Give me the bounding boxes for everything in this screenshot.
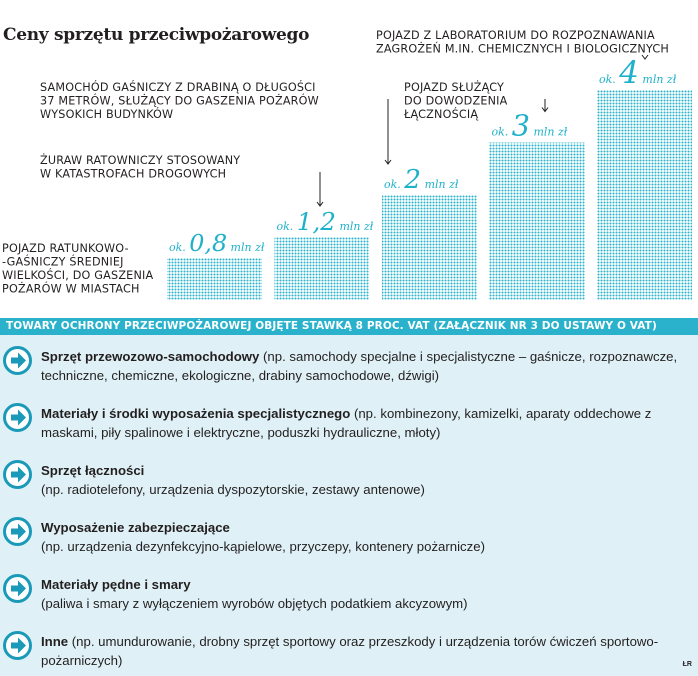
bar bbox=[490, 143, 585, 301]
item-heading: Wyposażenie zabezpieczające bbox=[41, 520, 230, 535]
chart-title: Ceny sprzętu przeciwpożarowego bbox=[3, 25, 310, 45]
item-heading: Materiały i środki wyposażenia specjalistycznego bbox=[41, 406, 351, 421]
list-item-text bbox=[41, 575, 681, 613]
arrow-right-circle-icon bbox=[3, 346, 32, 375]
author-credit: ŁR bbox=[682, 661, 692, 668]
vat-banner: TOWARY OCHRONY PRZECIWPOŻAROWEJ OBJĘTE STAWKĄ 8 PROC. VAT (ZAŁĄCZNIK NR 3 DO USTAWY O VAT) bbox=[0, 318, 698, 335]
category-label: POJAZD RATUNKOWO--GAŚNICZY ŚREDNIEJ WIELKOŚCI, DO GASZENIA POŻARÓW W MIASTACH bbox=[2, 242, 154, 296]
item-description: (paliwa i smary z wyłączeniem wyrobów objętych podatkiem akcyzowym) bbox=[41, 596, 468, 611]
item-heading: Materiały pędne i smary bbox=[41, 577, 191, 592]
list-item-text bbox=[41, 347, 681, 385]
arrow-right-circle-icon bbox=[3, 460, 32, 489]
data-label: ok. 1,2 mln zł bbox=[276, 207, 374, 236]
bar-chart bbox=[0, 0, 698, 318]
item-heading: Sprzęt łączności bbox=[41, 463, 145, 478]
goods-list-panel bbox=[0, 335, 698, 676]
item-heading: Sprzęt przewozowo-samochodowy bbox=[41, 349, 260, 364]
item-description: (np. umundurowanie, drobny sprzęt sportowy oraz przeszkody i urządzenia torów ćwiczeń sportowo-pożarniczych) bbox=[41, 634, 659, 668]
data-label: ok. 0,8 mln zł bbox=[169, 229, 265, 257]
item-description: (np. urządzenia dezynfekcyjno-kąpielowe, przyczepy, kontenery pożarnicze) bbox=[41, 539, 485, 554]
list-item-text bbox=[41, 404, 681, 442]
bar bbox=[597, 90, 692, 300]
bar bbox=[382, 195, 477, 300]
category-label: SAMOCHÓD GAŚNICZY Z DRABINĄ O DŁUGOŚCI 37 METRÓW, SŁUŻĄCY DO GASZENIA POŻARÓW WYSOKICH BUDYNKÓW bbox=[40, 81, 319, 121]
data-label: ok. 3 mln zł bbox=[491, 108, 568, 143]
arrow-right-circle-icon bbox=[3, 631, 32, 660]
bar bbox=[275, 237, 370, 300]
leader-arrow bbox=[642, 55, 648, 59]
category-label: ŻURAW RATOWNICZY STOSOWANY W KATASTROFACH DROGOWYCH bbox=[40, 154, 241, 181]
data-label: ok. 2 mln zł bbox=[384, 164, 459, 195]
item-description: (np. samochody specjalne i specjalistyczne – gaśnicze, rozpoznawcze, techniczne, chemiczne, ekologiczne, drabiny samochodowe, dźwigi) bbox=[41, 349, 678, 383]
arrow-right-circle-icon bbox=[3, 403, 32, 432]
list-item-text bbox=[41, 461, 681, 499]
data-label: ok. 4 mln zł bbox=[599, 55, 677, 91]
category-label: POJAZD Z LABORATORIUM DO ROZPOZNAWANIA ZAGROŻEŃ M.IN. CHEMICZNYCH I BIOLOGICZNYCH bbox=[376, 29, 670, 56]
arrow-right-circle-icon bbox=[3, 517, 32, 546]
bar bbox=[167, 258, 262, 300]
item-heading: Inne bbox=[41, 634, 69, 649]
list-item-text bbox=[41, 632, 681, 670]
item-description: (np. kombinezony, kamizelki, aparaty oddechowe z maskami, piły spalinowe i elektryczne, poduszki hydrauliczne, młoty) bbox=[41, 406, 652, 440]
category-label: POJAZD SŁUŻĄCY DO DOWODZENIA ŁĄCZNOŚCIĄ bbox=[404, 81, 508, 121]
item-description: (np. radiotelefony, urządzenia dyspozytorskie, zestawy antenowe) bbox=[41, 482, 425, 497]
list-item-text bbox=[41, 518, 681, 556]
arrow-right-circle-icon bbox=[3, 574, 32, 603]
